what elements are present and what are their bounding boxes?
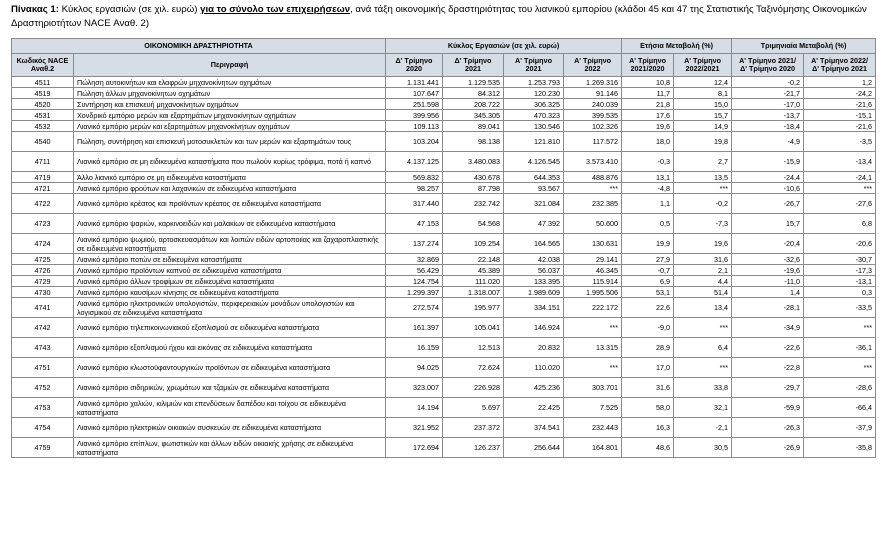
header-code: Κωδικός NACE Αναθ.2 [12,54,74,77]
header-qchange-2022: Α' Τρίμηνο 2022/ Δ' Τρίμηνο 2021 [804,54,876,77]
header-q1-2022: Α' Τρίμηνο 2022 [564,54,622,77]
quarterly-change-2021-cell: 1,4 [732,287,804,298]
quarterly-change-2021-cell: -24,4 [732,172,804,183]
quarterly-change-2021-cell: -29,7 [732,378,804,398]
annual-change-2022-cell: 32,1 [674,398,732,418]
table-row [12,234,876,254]
annual-change-2022-cell: 2,7 [674,152,732,172]
table-row [12,378,876,398]
annual-change-2021-cell: 10,8 [622,77,674,88]
quarterly-change-2021-cell: -0,2 [732,77,804,88]
nace-code-cell: 4754 [12,418,74,438]
quarterly-change-2022-cell: 1,2 [804,77,876,88]
turnover-q4-2021-cell: 232.742 [443,194,504,214]
turnover-q1-2021-cell: 130.546 [504,121,564,132]
turnover-q1-2022-cell: 222.172 [564,298,622,318]
table-row [12,298,876,318]
turnover-q1-2022-cell: 3.573.410 [564,152,622,172]
turnover-q4-2021-cell: 5.697 [443,398,504,418]
turnover-q1-2021-cell: 334.151 [504,298,564,318]
nace-code-cell: 4751 [12,358,74,378]
annual-change-2022-cell: 6,4 [674,338,732,358]
quarterly-change-2021-cell: -26,3 [732,418,804,438]
turnover-q4-2020-cell: 107.647 [386,88,443,99]
annual-change-2022-cell: 19,8 [674,132,732,152]
nace-code-cell: 4722 [12,194,74,214]
nace-code-cell: 4519 [12,88,74,99]
description-cell: Λιανικό εμπόριο σιδηρικών, χρωμάτων και τζαμιών σε ειδικευμένα καταστήματα [74,378,386,398]
turnover-q1-2022-cell: 50.600 [564,214,622,234]
turnover-q4-2021-cell: 54.568 [443,214,504,234]
turnover-q4-2020-cell: 4.137.125 [386,152,443,172]
quarterly-change-2021-cell: -11,0 [732,276,804,287]
turnover-q4-2021-cell: 84.312 [443,88,504,99]
turnover-q4-2020-cell: 14.194 [386,398,443,418]
table-row [12,398,876,418]
annual-change-2022-cell: *** [674,318,732,338]
quarterly-change-2022-cell: -37,9 [804,418,876,438]
annual-change-2021-cell: 22,6 [622,298,674,318]
nace-code-cell: 4743 [12,338,74,358]
table-row [12,152,876,172]
description-cell: Λιανικό εμπόριο μερών και εξαρτημάτων μηχανοκίνητων οχημάτων [74,121,386,132]
quarterly-change-2021-cell: -34,9 [732,318,804,338]
table-row [12,438,876,458]
table-caption [11,3,886,31]
turnover-q4-2020-cell: 56.429 [386,265,443,276]
turnover-q4-2020-cell: 272.574 [386,298,443,318]
annual-change-2022-cell: 31,6 [674,254,732,265]
quarterly-change-2021-cell: -59,9 [732,398,804,418]
turnover-q4-2021-cell: 226.928 [443,378,504,398]
table-row [12,194,876,214]
quarterly-change-2022-cell: -27,6 [804,194,876,214]
table-row [12,338,876,358]
annual-change-2021-cell: 0,5 [622,214,674,234]
quarterly-change-2022-cell: -30,7 [804,254,876,265]
annual-change-2022-cell: 33,8 [674,378,732,398]
table-row [12,183,876,194]
quarterly-change-2022-cell: 0,3 [804,287,876,298]
annual-change-2021-cell: 13,1 [622,172,674,183]
turnover-q4-2020-cell: 317.440 [386,194,443,214]
quarterly-change-2021-cell: -22,6 [732,338,804,358]
quarterly-change-2022-cell: *** [804,183,876,194]
header-q1-2021: Α' Τρίμηνο 2021 [504,54,564,77]
quarterly-change-2022-cell: -36,1 [804,338,876,358]
turnover-q4-2020-cell: 109.113 [386,121,443,132]
annual-change-2021-cell: 31,6 [622,378,674,398]
turnover-q1-2021-cell: 425.236 [504,378,564,398]
annual-change-2021-cell: 19,6 [622,121,674,132]
turnover-q1-2021-cell: 93.567 [504,183,564,194]
turnover-q4-2021-cell: 208.722 [443,99,504,110]
quarterly-change-2021-cell: -10,6 [732,183,804,194]
turnover-q4-2020-cell: 47.153 [386,214,443,234]
nace-code-cell: 4742 [12,318,74,338]
turnover-q1-2021-cell: 110.020 [504,358,564,378]
turnover-q4-2021-cell: 345.305 [443,110,504,121]
turnover-q1-2021-cell: 321.084 [504,194,564,214]
turnover-q1-2022-cell: 130.631 [564,234,622,254]
annual-change-2021-cell: 27,9 [622,254,674,265]
turnover-q1-2022-cell: *** [564,183,622,194]
turnover-q1-2021-cell: 164.565 [504,234,564,254]
quarterly-change-2022-cell: *** [804,318,876,338]
turnover-q4-2021-cell: 109.254 [443,234,504,254]
description-cell: Πώληση, συντήρηση και επισκευή μοτοσυκλετών και των μερών και εξαρτημάτων τους [74,132,386,152]
table-row [12,418,876,438]
quarterly-change-2022-cell: -15,1 [804,110,876,121]
quarterly-change-2021-cell: -18,4 [732,121,804,132]
annual-change-2022-cell: 2,1 [674,265,732,276]
turnover-q4-2021-cell: 237.372 [443,418,504,438]
caption-text-after: , ανά τάξη οικονομικής δραστηριότητας του λιανικού εμπορίου (κλάδοι 45 και 47 της Στατιστικής Ταξινόμησης Οικονομικών Δραστηριοτήτων NACE Αναθ. 2) [11,4,867,29]
quarterly-change-2021-cell: -22,8 [732,358,804,378]
annual-change-2022-cell: -2,1 [674,418,732,438]
turnover-q1-2021-cell: 121.810 [504,132,564,152]
annual-change-2022-cell: 12,4 [674,77,732,88]
annual-change-2022-cell: -7,3 [674,214,732,234]
table-row [12,77,876,88]
turnover-q1-2022-cell: 29.141 [564,254,622,265]
annual-change-2021-cell: 58,0 [622,398,674,418]
turnover-q1-2021-cell: 374.541 [504,418,564,438]
nace-code-cell: 4726 [12,265,74,276]
quarterly-change-2022-cell: -3,5 [804,132,876,152]
nace-code-cell: 4725 [12,254,74,265]
table-row [12,276,876,287]
table-row [12,287,876,298]
turnover-q4-2020-cell: 172.694 [386,438,443,458]
turnover-q4-2020-cell: 399.956 [386,110,443,121]
quarterly-change-2022-cell: -13,4 [804,152,876,172]
table-row [12,254,876,265]
nace-code-cell: 4531 [12,110,74,121]
table-row [12,99,876,110]
turnover-q1-2022-cell: 117.572 [564,132,622,152]
turnover-q4-2021-cell: 72.624 [443,358,504,378]
turnover-q1-2022-cell: 399.535 [564,110,622,121]
turnover-q1-2021-cell: 42.038 [504,254,564,265]
turnover-q1-2022-cell: 7.525 [564,398,622,418]
description-cell: Πώληση αυτοκινήτων και ελαφρών μηχανοκίνητων οχημάτων [74,77,386,88]
table-row [12,110,876,121]
turnover-q4-2020-cell: 103.204 [386,132,443,152]
caption-label: Πίνακας 1: [11,4,59,15]
turnover-q4-2020-cell: 323.007 [386,378,443,398]
quarterly-change-2021-cell: -4,9 [732,132,804,152]
annual-change-2022-cell: 8,1 [674,88,732,99]
turnover-q4-2020-cell: 251.598 [386,99,443,110]
quarterly-change-2021-cell: -21,7 [732,88,804,99]
annual-change-2022-cell: 15,0 [674,99,732,110]
description-cell: Χονδρικό εμπόριο μερών και εξαρτημάτων μηχανοκίνητων οχημάτων [74,110,386,121]
annual-change-2021-cell: 6,9 [622,276,674,287]
annual-change-2022-cell: 30,5 [674,438,732,458]
annual-change-2022-cell: 4,4 [674,276,732,287]
quarterly-change-2022-cell: -66,4 [804,398,876,418]
header-qchange-2021: Α' Τρίμηνο 2021/ Δ' Τρίμηνο 2020 [732,54,804,77]
description-cell: Συντήρηση και επισκευή μηχανοκίνητων οχημάτων [74,99,386,110]
turnover-q1-2022-cell: 115.914 [564,276,622,287]
quarterly-change-2022-cell: -33,5 [804,298,876,318]
annual-change-2021-cell: 53,1 [622,287,674,298]
turnover-q1-2022-cell: 1.269.316 [564,77,622,88]
quarterly-change-2021-cell: -32,6 [732,254,804,265]
turnover-q1-2021-cell: 1.253.793 [504,77,564,88]
turnover-q4-2020-cell: 321.952 [386,418,443,438]
quarterly-change-2021-cell: -15,9 [732,152,804,172]
turnover-q4-2021-cell: 430.678 [443,172,504,183]
nace-code-cell: 4759 [12,438,74,458]
header-change-2021-2020: Α' Τρίμηνο 2021/2020 [622,54,674,77]
description-cell: Πώληση άλλων μηχανοκίνητων οχημάτων [74,88,386,99]
turnover-q4-2021-cell: 1.318.007 [443,287,504,298]
turnover-q4-2020-cell: 161.397 [386,318,443,338]
annual-change-2021-cell: 1,1 [622,194,674,214]
table-row [12,265,876,276]
turnover-q1-2022-cell: 303.701 [564,378,622,398]
annual-change-2021-cell: 16,3 [622,418,674,438]
turnover-q4-2021-cell: 1.129.535 [443,77,504,88]
quarterly-change-2022-cell: -13,1 [804,276,876,287]
nace-code-cell: 4520 [12,99,74,110]
quarterly-change-2022-cell: -28,6 [804,378,876,398]
quarterly-change-2022-cell: -35,8 [804,438,876,458]
table-row [12,318,876,338]
turnover-q1-2021-cell: 1.989.609 [504,287,564,298]
quarterly-change-2022-cell: -24,2 [804,88,876,99]
annual-change-2021-cell: 48,6 [622,438,674,458]
description-cell: Λιανικό εμπόριο ψαριών, καρκινοειδών και μαλακίων σε ειδικευμένα καταστήματα [74,214,386,234]
quarterly-change-2022-cell: -24,1 [804,172,876,183]
turnover-q1-2021-cell: 20.832 [504,338,564,358]
table-row [12,88,876,99]
description-cell: Άλλο λιανικό εμπόριο σε μη ειδικευμένα καταστήματα [74,172,386,183]
quarterly-change-2021-cell: 15,7 [732,214,804,234]
description-cell: Λιανικό εμπόριο επίπλων, φωτιστικών και άλλων ειδών οικιακής χρήσης σε ειδικευμένα καταστήματα [74,438,386,458]
turnover-q4-2021-cell: 126.237 [443,438,504,458]
annual-change-2022-cell: *** [674,183,732,194]
description-cell: Λιανικό εμπόριο κλωστοϋφαντουργικών προϊόντων σε ειδικευμένα καταστήματα [74,358,386,378]
header-activity: ΟΙΚΟΝΟΜΙΚΗ ΔΡΑΣΤΗΡΙΟΤΗΤΑ [12,39,386,54]
turnover-table [11,38,876,458]
turnover-q1-2021-cell: 146.924 [504,318,564,338]
quarterly-change-2021-cell: -19,6 [732,265,804,276]
turnover-q4-2020-cell: 1.131.441 [386,77,443,88]
quarterly-change-2021-cell: -28,1 [732,298,804,318]
turnover-q1-2021-cell: 120.230 [504,88,564,99]
turnover-q4-2021-cell: 22.148 [443,254,504,265]
caption-emphasis: για το σύνολο των επιχειρήσεων [200,4,351,15]
header-q4-2021: Δ' Τρίμηνο 2021 [443,54,504,77]
turnover-q4-2021-cell: 111.020 [443,276,504,287]
turnover-q4-2020-cell: 1.299.397 [386,287,443,298]
table-body [12,77,876,458]
turnover-q1-2022-cell: 102.326 [564,121,622,132]
nace-code-cell: 4752 [12,378,74,398]
turnover-q4-2021-cell: 98.138 [443,132,504,152]
table-row [12,214,876,234]
description-cell: Λιανικό εμπόριο προϊόντων καπνού σε ειδικευμένα καταστήματα [74,265,386,276]
turnover-q1-2021-cell: 644.353 [504,172,564,183]
quarterly-change-2022-cell: -20,6 [804,234,876,254]
annual-change-2021-cell: 17,6 [622,110,674,121]
turnover-q1-2021-cell: 4.126.545 [504,152,564,172]
turnover-q1-2021-cell: 470.323 [504,110,564,121]
turnover-q1-2022-cell: *** [564,318,622,338]
description-cell: Λιανικό εμπόριο τηλεπικοινωνιακού εξοπλισμού σε ειδικευμένα καταστήματα [74,318,386,338]
turnover-q1-2021-cell: 47.392 [504,214,564,234]
annual-change-2021-cell: 28,9 [622,338,674,358]
turnover-q4-2021-cell: 89.041 [443,121,504,132]
nace-code-cell: 4711 [12,152,74,172]
turnover-q4-2021-cell: 87.798 [443,183,504,194]
turnover-q4-2020-cell: 124.754 [386,276,443,287]
turnover-q4-2020-cell: 98.257 [386,183,443,194]
nace-code-cell: 4721 [12,183,74,194]
turnover-q1-2022-cell: 232.385 [564,194,622,214]
turnover-q1-2022-cell: 91.146 [564,88,622,99]
turnover-q4-2020-cell: 32.869 [386,254,443,265]
annual-change-2022-cell: 51,4 [674,287,732,298]
quarterly-change-2021-cell: -26,9 [732,438,804,458]
description-cell: Λιανικό εμπόριο ηλεκτρονικών υπολογιστών, περιφερειακών μονάδων υπολογιστών και λογισμικού σε ειδικευμένα καταστήματα [74,298,386,318]
turnover-q1-2022-cell: 1.995.506 [564,287,622,298]
nace-code-cell: 4723 [12,214,74,234]
header-turnover: Κύκλος Εργασιών (σε χιλ. ευρώ) [386,39,622,54]
annual-change-2022-cell: 14,9 [674,121,732,132]
description-cell: Λιανικό εμπόριο ηλεκτρικών οικιακών συσκευών σε ειδικευμένα καταστήματα [74,418,386,438]
turnover-q4-2021-cell: 3.480.083 [443,152,504,172]
quarterly-change-2022-cell: -17,3 [804,265,876,276]
annual-change-2021-cell: -0,7 [622,265,674,276]
description-cell: Λιανικό εμπόριο κρέατος και προϊόντων κρέατος σε ειδικευμένα καταστήματα [74,194,386,214]
caption-text-before: Κύκλος εργασιών (σε χιλ. ευρώ) [58,4,201,15]
header-description: Περιγραφή [74,54,386,77]
nace-code-cell: 4540 [12,132,74,152]
nace-code-cell: 4511 [12,77,74,88]
annual-change-2021-cell: 21,8 [622,99,674,110]
header-annual-change: Ετήσια Μεταβολή (%) [622,39,732,54]
nace-code-cell: 4724 [12,234,74,254]
nace-code-cell: 4532 [12,121,74,132]
turnover-q1-2021-cell: 306.325 [504,99,564,110]
table-row [12,132,876,152]
annual-change-2021-cell: 18,0 [622,132,674,152]
nace-code-cell: 4719 [12,172,74,183]
description-cell: Λιανικό εμπόριο σε μη ειδικευμένα καταστήματα που πωλούν κυρίως τρόφιμα, ποτά ή καπνό [74,152,386,172]
turnover-q1-2022-cell: 488.876 [564,172,622,183]
turnover-q4-2021-cell: 105.041 [443,318,504,338]
quarterly-change-2022-cell: *** [804,358,876,378]
description-cell: Λιανικό εμπόριο φρούτων και λαχανικών σε ειδικευμένα καταστήματα [74,183,386,194]
turnover-q1-2022-cell: 46.345 [564,265,622,276]
turnover-q1-2022-cell: 232.443 [564,418,622,438]
nace-code-cell: 4753 [12,398,74,418]
quarterly-change-2022-cell: 6,8 [804,214,876,234]
turnover-q1-2022-cell: 164.801 [564,438,622,458]
annual-change-2021-cell: 11,7 [622,88,674,99]
annual-change-2021-cell: -9,0 [622,318,674,338]
description-cell: Λιανικό εμπόριο χαλιών, κιλιμιών και επενδύσεων δαπέδου και τοίχου σε ειδικευμένα καταστήματα [74,398,386,418]
table-row [12,358,876,378]
quarterly-change-2021-cell: -20,4 [732,234,804,254]
turnover-q1-2021-cell: 133.395 [504,276,564,287]
quarterly-change-2022-cell: -21,6 [804,99,876,110]
nace-code-cell: 4729 [12,276,74,287]
turnover-q1-2022-cell: 13.315 [564,338,622,358]
description-cell: Λιανικό εμπόριο ψωμιού, αρτοσκευασμάτων και λοιπών ειδών αρτοποιίας και ζαχαροπλαστικής σε ειδικευμένα καταστήματα [74,234,386,254]
annual-change-2022-cell: -0,2 [674,194,732,214]
annual-change-2021-cell: 17,0 [622,358,674,378]
description-cell: Λιανικό εμπόριο καυσίμων κίνησης σε ειδικευμένα καταστήματα [74,287,386,298]
quarterly-change-2021-cell: -17,0 [732,99,804,110]
nace-code-cell: 4741 [12,298,74,318]
turnover-q4-2021-cell: 12.513 [443,338,504,358]
turnover-q4-2021-cell: 45.389 [443,265,504,276]
description-cell: Λιανικό εμπόριο ποτών σε ειδικευμένα καταστήματα [74,254,386,265]
header-q4-2020: Δ' Τρίμηνο 2020 [386,54,443,77]
table-row [12,172,876,183]
annual-change-2021-cell: 19,9 [622,234,674,254]
turnover-q1-2022-cell: 240.039 [564,99,622,110]
turnover-q1-2021-cell: 256.644 [504,438,564,458]
annual-change-2022-cell: 13,5 [674,172,732,183]
turnover-q1-2021-cell: 22.425 [504,398,564,418]
turnover-q4-2020-cell: 16.159 [386,338,443,358]
header-change-2022-2021: Α' Τρίμηνο 2022/2021 [674,54,732,77]
annual-change-2022-cell: 15,7 [674,110,732,121]
description-cell: Λιανικό εμπόριο άλλων τροφίμων σε ειδικευμένα καταστήματα [74,276,386,287]
turnover-q1-2022-cell: *** [564,358,622,378]
description-cell: Λιανικό εμπόριο εξοπλισμού ήχου και εικόνας σε ειδικευμένα καταστήματα [74,338,386,358]
turnover-q4-2020-cell: 94.025 [386,358,443,378]
annual-change-2022-cell: *** [674,358,732,378]
annual-change-2022-cell: 13,4 [674,298,732,318]
turnover-q1-2021-cell: 56.037 [504,265,564,276]
turnover-q4-2020-cell: 569.832 [386,172,443,183]
annual-change-2022-cell: 19,6 [674,234,732,254]
header-quarterly-change: Τριμηνιαία Μεταβολή (%) [732,39,876,54]
quarterly-change-2022-cell: -21,6 [804,121,876,132]
turnover-q4-2020-cell: 137.274 [386,234,443,254]
annual-change-2021-cell: -0,3 [622,152,674,172]
annual-change-2021-cell: -4,8 [622,183,674,194]
quarterly-change-2021-cell: -13,7 [732,110,804,121]
quarterly-change-2021-cell: -26,7 [732,194,804,214]
table-row [12,121,876,132]
nace-code-cell: 4730 [12,287,74,298]
turnover-q4-2021-cell: 195.977 [443,298,504,318]
